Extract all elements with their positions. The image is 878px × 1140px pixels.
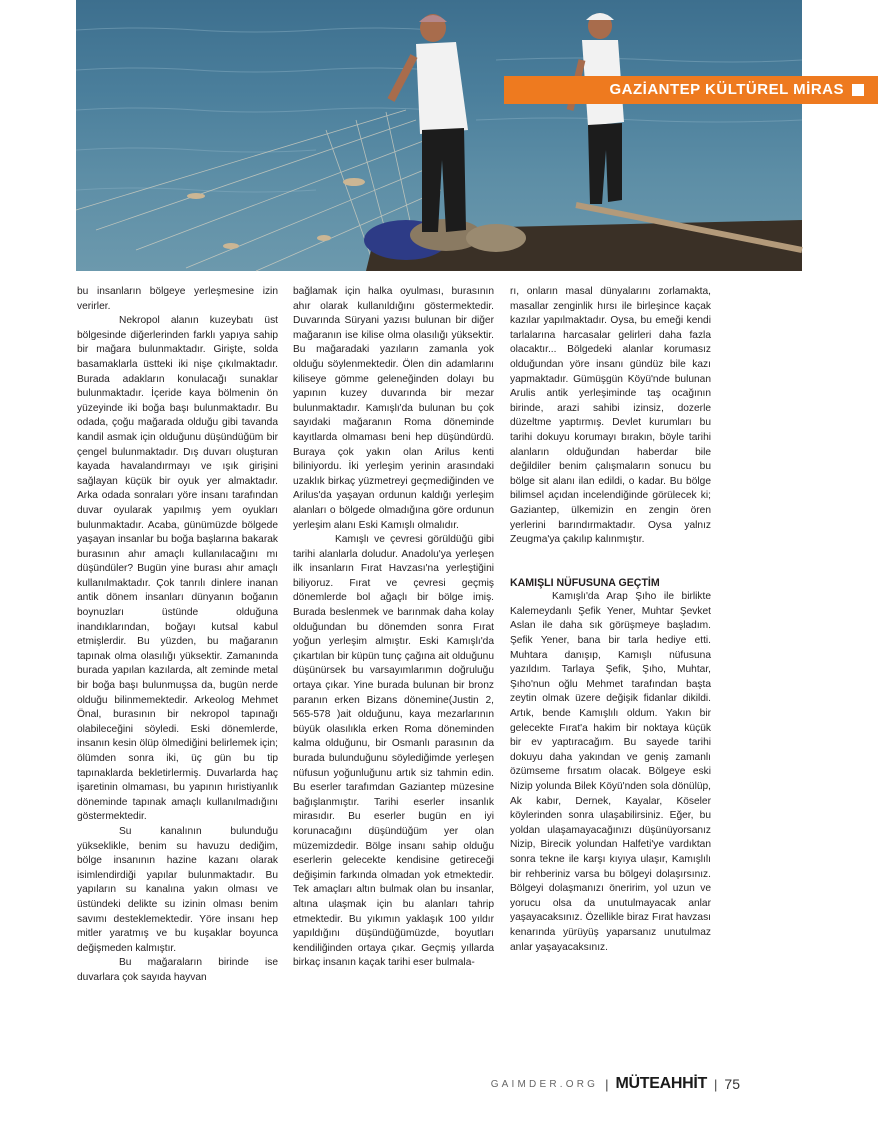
paragraph: Su kanalının bulunduğu yükseklikle, benim su havuzu dediğim, bölge insanının hazine kazanı olarak isimlendirdiği yapılar bulunmaktadır. Bu yapıların su kanalına yakın olması ve üstündeki delikte su izinin olması benim savımı desteklemektedir. Yöre insanı hep mitler yaratmış ve bu kuşaklar boyunca değişmeden kalmıştır.: [77, 825, 278, 954]
paragraph: Nekropol alanın kuzeybatı üst bölgesinde diğerlerinden farklı yapıya sahip bir mağara bulunmaktadır. Girişte, solda basamaklarla üstteki iki nişe çıkılmaktadır. Burada adakların konulacağı sunaklar bulunmaktadır. İçeride kaya bölmenin ön yüzeyinde iki boğa başı bulunmaktadır. Bu odada, çoğu mağarada olduğu gibi tavanda kandil asmak için olduğunu düşündüğüm bir çengel bulunmaktadır. Dış duvarı oluşturan kayada havalandırmayı ve ışık girişini sağlayan küçük bir oyuk yer almaktadır. Arka odada sonraları yöre insanı tarafından duvar oyularak yapılmış yem oyukları bulunmaktadır. Acaba, günümüzde bölgede yaşayan insanlar bu boğa başlarına bakarak burasının ahır amaçlı kullanılacağını mı düşündüler? Bugün yine burası ahır amaçlı kullanılmaktadır. Çok tanrılı dinlere inanan antik dönem insanları dünyanın boğanın boynuzları üstünde olduğuna inandıklarından, boğayı kutsal kabul etmişlerdir. Bu yüzden, bu mağaranın tapınak olma olasılığı yüksektir. Zamanında burada yapılan kazılarda, alt zeminde metal bir boğa başı bulunmuşsa da, bugün nerde olduğu bilinmemektedir. Arkeolog Mehmet Önal, burasının bir nekropol tapınağı olabileceğini söyledi. Eski dönemlerde, insanın kesin ölüp ölmediğini belirlemek için; ölümden sonra iki, üç gün bu tip tapınaklarda bekletirlermiş. Duvarlarda haç işaretinin olmaması, bu yapının hıristiyanlık döneminde tapınak amaçlı kullanılmadığını göstermektedir.: [77, 315, 278, 823]
text-column-3: [510, 285, 711, 955]
spacer: [510, 548, 711, 562]
page-number: 75: [724, 1076, 740, 1092]
fishermen-on-river-illustration: [76, 0, 802, 271]
paragraph: Kamışlı'da Arap Şıho ile birlikte Kalemeydanlı Şefik Yener, Muhtar Şevket Aslan ile daha sık görüşmeye başladım. Şefik Yener, bana bir tarla hediye etti. Muhtara danışıp, Kamışlı nüfusuna yazıldım. Tarlaya Şefik, Şıho, Muhtar, Şıho'nun oğlu Mehmet tarafından başta zeytin olmak üzere değişik fidanlar dikildi. Artık, bende Kamışlılı oldum. Yakın bir gelecekte Fırat'a hakim bir noktaya küçük bir ev yaptıracağım. Bu sayede tarihi dokuyu daha yakından ve geniş zamanlı özümseme fırsatım olacak. Bölgeye eski Nizip yolunda Bilek Köyü'nden sola dönülüp, Ak kabır, Dernek, Kayalar, Köseler köylerinden sonra ulaşabilirsiniz. Eğer, bu yoldan ulaşamayacağınızı düşünüyorsanız Nizip, Birecik yolundan Halfeti'ye vardıktan sonra tekne ile karşı kıyıya ulaşır, Kamışlılı bir rehberiniz varsa bu bölgeyi dolaşırsınız. Bölgeyi dolaşmanızı öneririm, yol uzun ve yorucu olsa da unutulmayacak anlar yaşayacaksınız. Özellikle biraz Fırat havzası kenarında yürüyüş yaparsanız unutulmaz anlar yaşayacaksınız.: [510, 591, 711, 953]
website-link[interactable]: GAIMDER.ORG: [490, 1078, 599, 1090]
section-heading: KAMIŞLI NÜFUSUNA GEÇTİM: [510, 576, 660, 589]
text-column-1: [77, 285, 278, 986]
section-tag-square-icon: [852, 84, 864, 96]
paragraph: Kamışlı ve çevresi görüldüğü gibi tarihi alanlarla doludur. Anadolu'ya yerleşen ilk insanların Fırat Havzası'na yerleştiğini biliyoruz. Fırat ve çevresi geçmiş dönemlerde bol ağaçlı bir bölge imiş. Burada beslenmek ve barınmak daha kolay olduğundan bu dönemden sonra Fırat yoğun yerleşim almıştır. Eski Kamışlı'da çıkartılan bir küpün tunç çağına ait olduğunu düşünürsek bu varsayımlarımın doğruluğu ortaya çıkar. Yine burada bulunan bir bronz paranın erken Bizans dönemine(Justin 2, 565-578 )ait olduğunu, kaya mezarlarının büyük olasılıkla erken Roma döneminden kalma olduğunu, bir Osmanlı parasının da burada bulunduğunu söylediğimde yerleşen nüfusun yoğunluğunu artık siz tahmin edin. Bu eserler tarafımdan Gaziantep müzesine bağışlanmıştır. Tarihi eserler insanlık mirasıdır. Bu eserler bugün en iyi korunacağını düşündüğüm yer olan müzemizdedir. Bölge insanı sahip olduğu eserlerin gelecekte kendisine getireceği değişimin farkında olmadan yok etmektedir. Tek amaçları altın bulmak olan bu insanlar, altına ulaşmak için bu alanları tahrip etmektedir. Bu yıkımın yaklaşık 100 yıldır yapıldığını düşündüğümüzde, boyutları kendiliğinden ortaya çıkar. Geçmiş yıllarda birkaç insanın kaçak tarihi eser bulmala-: [293, 534, 494, 969]
paragraph: bu insanların bölgeye yerleşmesine izin verirler.: [77, 286, 278, 312]
magazine-logo: MÜTEAHHİT: [615, 1075, 708, 1092]
fisherman-right-figure: [570, 13, 624, 204]
page-footer: [460, 1072, 740, 1096]
spacer: [510, 562, 711, 576]
header-photo: [76, 0, 844, 271]
footer-separator: |: [605, 1076, 609, 1092]
footer-separator: |: [714, 1076, 718, 1092]
section-tag: [504, 76, 878, 104]
fisherman-left-figure: [391, 14, 468, 232]
paragraph: bağlamak için halka oyulması, burasının ahır olarak kullanıldığını göstermektedir. Duvarında Süryani yazısı bulunan bir diğer mağaranın ise kilise olma olasılığı yüksektir. Bu mağaradaki yazıların zamanla yok olduğu söylenmektedir. Ölen din adamlarını kiliseye gömme geleneğinden dolayı bu yapının kuzey duvarında bir mezar bulunmaktadır. Kamışlı'da bulunan bu çok sayıdaki mağaranın Roma döneminde kayıtlarda olmaması beni hep düşündürdü. Buraya çok yakın olan Arilus kenti biliniyordu. İki yerleşim yerinin arasındaki uzaklık birkaç yüzmetreyi geçmediğinden ve Arilus'da yaşayan ordunun kaldığı yerleşim alanları o bölgede olmadığına göre ordunun yerleşim alanı Eski Kamışlı olmalıdır.: [293, 286, 494, 531]
paragraph: Bu mağaraların birinde ise duvarlara çok sayıda hayvan: [77, 957, 278, 983]
text-column-2: [293, 285, 494, 971]
section-tag-label: GAZİANTEP KÜLTÜREL MİRAS: [609, 81, 844, 98]
paragraph: rı, onların masal dünyalarını zorlamakta, masallar zenginlik hırsı ile birleşince kaçak kazılar yapılmaktadır. Oysa, bu emeği kendi tarlalarına harcasalar gelirleri daha fazla olacaktır... Bölgedeki alanlar korumasız olduğundan yöre insanı gündüz bile kazı yapmaktadır. Gümüşgün Köyü'nde bulunan Arulis antik yerleşiminde taş ocağının birinde, arazi sahibi izinsiz, dozerle düzeltme yaptırmış. Devlet kurumları bu tarihi dokuyu korumayı bırakın, böyle tarihi alanların olduğundan haberdar bile değildiler benim çalışmaların sonucu bu bölge sit alanı ilan edildi, o kadar. Bu bölge bilimsel açıdan incelendiğinde görülecek ki; Gaziantep, ülkemizin en zengin ören yerlerini barındırmaktadır. Oysa yalnız Zeugma'ya çakılıp kalınmıştır.: [510, 286, 711, 546]
